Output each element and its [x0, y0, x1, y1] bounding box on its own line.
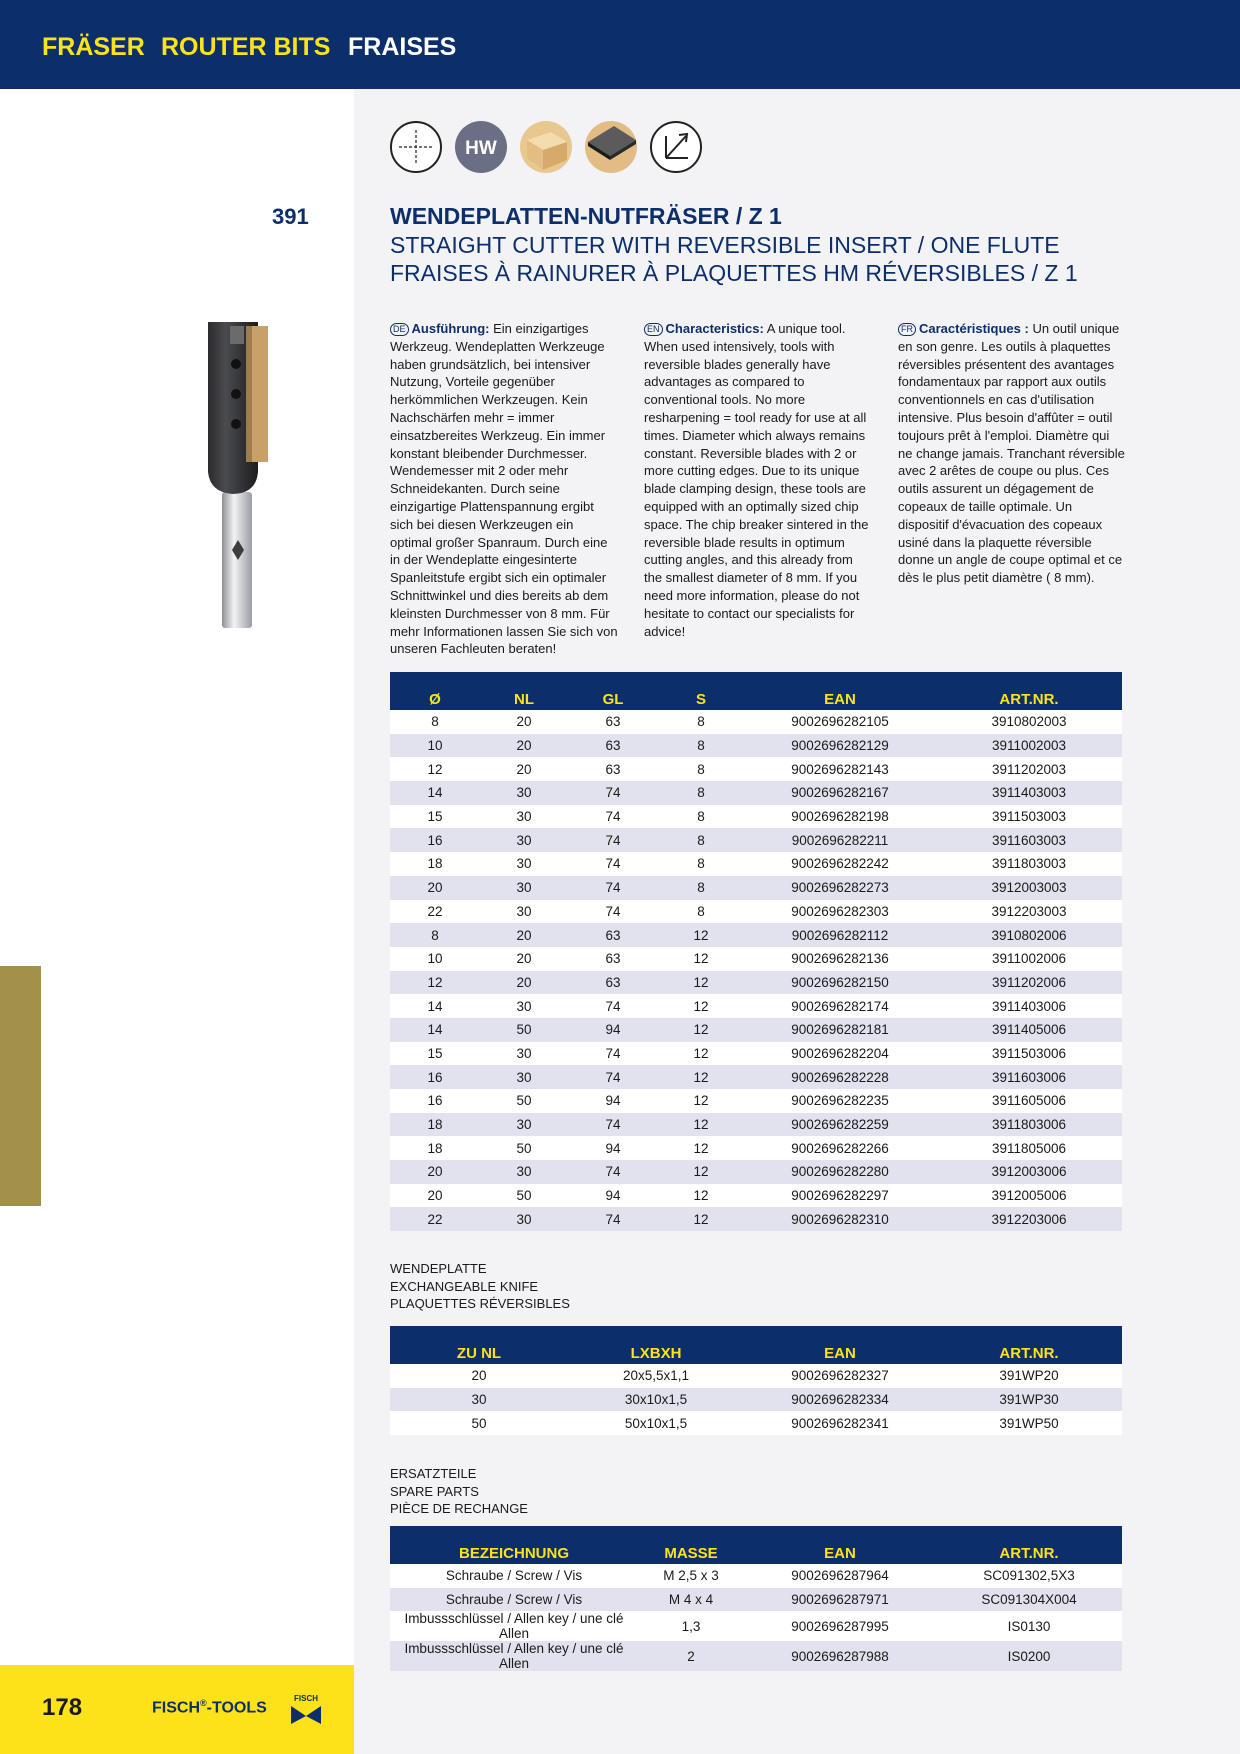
table-cell: 12	[658, 947, 744, 971]
column-header: EAN	[744, 1326, 936, 1364]
table-cell: Schraube / Screw / Vis	[390, 1564, 638, 1588]
table-cell: 22	[390, 1207, 480, 1231]
table-cell: 9002696282303	[744, 900, 936, 924]
spare-parts-label	[390, 1465, 528, 1518]
table-cell: 3911605006	[936, 1089, 1122, 1113]
table-cell: 63	[568, 734, 658, 758]
table-header-row	[390, 672, 1122, 710]
table-cell: 9002696282167	[744, 781, 936, 805]
table-cell: 74	[568, 900, 658, 924]
description-de-heading: Ausführung:	[411, 321, 490, 336]
spare-parts-label-en: SPARE PARTS	[390, 1483, 479, 1499]
table-cell: 3911805006	[936, 1136, 1122, 1160]
table-row	[390, 757, 1122, 781]
table-cell: 3911603003	[936, 828, 1122, 852]
table-cell: 12	[658, 1184, 744, 1208]
table-row	[390, 947, 1122, 971]
table-cell: 20	[480, 923, 568, 947]
product-title-fr: FRAISES À RAINURER À PLAQUETTES HM RÉVERSIBLES / Z 1	[390, 260, 1078, 286]
table-cell: 30	[480, 828, 568, 852]
table-row	[390, 805, 1122, 829]
table-row	[390, 1042, 1122, 1066]
table-row	[390, 828, 1122, 852]
column-header: ART.NR.	[936, 1526, 1122, 1564]
table-cell: 94	[568, 1136, 658, 1160]
table-cell: 16	[390, 1065, 480, 1089]
table-cell: Schraube / Screw / Vis	[390, 1588, 638, 1612]
table-cell: 50	[480, 1089, 568, 1113]
table-cell: IS0130	[936, 1611, 1122, 1641]
description-fr-text: Un outil unique en son genre. Les outils à plaquettes réversibles présentent des avantages fondamentaux par rapport aux outils conventionnels en cas d'utilisation intensive. Plus besoin d'affûter = outil toujours prêt à l'emploi. Diamètre qui ne change jamais. Tranchant réversible avec 2 arêtes de coupe ou plus. Ces outils assurent un dégagement de copeaux de taille optimale. Un dispositif d'évacuation des copeaux usiné dans la plaquette réversible donne un angle de coupe optimal et ce dès le plus petit diamètre ( 8 mm).	[898, 321, 1125, 586]
table-cell: 30	[480, 900, 568, 924]
table-cell: 30	[480, 1160, 568, 1184]
table-cell: 74	[568, 1065, 658, 1089]
lang-badge-de: DE	[390, 323, 409, 336]
table-cell: 74	[568, 828, 658, 852]
table-cell: 3912005006	[936, 1184, 1122, 1208]
table-cell: 12	[658, 1065, 744, 1089]
table-cell: 9002696282150	[744, 971, 936, 995]
table-row	[390, 1136, 1122, 1160]
table-cell: IS0200	[936, 1641, 1122, 1671]
column-header: MASSE	[638, 1526, 744, 1564]
footer-brand	[152, 1698, 267, 1717]
table-cell: 12	[658, 923, 744, 947]
table-cell: 9002696282341	[744, 1411, 936, 1435]
table-cell: 30	[480, 1065, 568, 1089]
table-cell: 9002696282228	[744, 1065, 936, 1089]
table-cell: SC091304X004	[936, 1588, 1122, 1612]
table-cell: 3911503003	[936, 805, 1122, 829]
table-cell: 74	[568, 1113, 658, 1137]
table-row	[390, 1611, 1122, 1641]
diameter-crosshair-icon	[389, 120, 443, 174]
table-cell: 30	[480, 1042, 568, 1066]
coated-board-icon	[584, 120, 638, 174]
table-cell: 30	[480, 852, 568, 876]
spare-parts-table	[390, 1526, 1122, 1671]
table-cell: 20	[390, 876, 480, 900]
page-number: 178	[42, 1694, 83, 1721]
table-cell: 12	[390, 757, 480, 781]
table-cell: 8	[658, 852, 744, 876]
table-cell: 3911803003	[936, 852, 1122, 876]
table-cell: 14	[390, 994, 480, 1018]
inserts-label	[390, 1260, 570, 1313]
chapter-side-tab	[0, 966, 41, 1206]
table-row	[390, 1018, 1122, 1042]
header-title-en: ROUTER BITS	[161, 33, 331, 61]
table-cell: 9002696282334	[744, 1388, 936, 1412]
table-cell: 9002696282198	[744, 805, 936, 829]
table-cell: 63	[568, 971, 658, 995]
fisch-logo-icon	[287, 1692, 325, 1726]
table-cell: 16	[390, 828, 480, 852]
inserts-label-fr: PLAQUETTES RÉVERSIBLES	[390, 1296, 570, 1311]
table-row	[390, 734, 1122, 758]
table-row	[390, 781, 1122, 805]
table-cell: 50x10x1,5	[568, 1411, 744, 1435]
table-cell: 8	[658, 710, 744, 734]
lang-badge-en: EN	[644, 323, 663, 336]
article-number: 391	[272, 204, 309, 229]
column-header: BEZEICHNUNG	[390, 1526, 638, 1564]
table-cell: 50	[480, 1136, 568, 1160]
left-column	[0, 89, 354, 1665]
table-cell: 18	[390, 1113, 480, 1137]
table-cell: 3911202003	[936, 757, 1122, 781]
table-cell: Imbussschlüssel / Allen key / une clé Allen	[390, 1611, 638, 1641]
table-cell: 30	[480, 1207, 568, 1231]
table-row	[390, 900, 1122, 924]
diagonal-arrows-icon	[649, 120, 703, 174]
table-cell: 8	[658, 757, 744, 781]
table-cell: 3911603006	[936, 1065, 1122, 1089]
table-cell: 12	[658, 994, 744, 1018]
table-cell: 3912003006	[936, 1160, 1122, 1184]
table-row	[390, 1411, 1122, 1435]
table-cell: M 4 x 4	[638, 1588, 744, 1612]
table-cell: 94	[568, 1018, 658, 1042]
table-cell: 3911503006	[936, 1042, 1122, 1066]
table-cell: 9002696282273	[744, 876, 936, 900]
table-cell: 20	[390, 1364, 568, 1388]
table-cell: 391WP20	[936, 1364, 1122, 1388]
table-row	[390, 923, 1122, 947]
table-cell: 63	[568, 923, 658, 947]
table-cell: 74	[568, 1042, 658, 1066]
column-header: S	[658, 672, 744, 710]
table-cell: 20	[390, 1184, 480, 1208]
table-cell: 9002696282310	[744, 1207, 936, 1231]
header-title-fr: FRAISES	[348, 33, 457, 61]
table-cell: 8	[658, 805, 744, 829]
footer-brand-name: FISCH	[152, 1699, 200, 1717]
footer-brand-suffix: -TOOLS	[206, 1699, 267, 1717]
table-cell: 20	[480, 734, 568, 758]
table-cell: 50	[480, 1018, 568, 1042]
table-cell: 30	[480, 805, 568, 829]
table-cell: 15	[390, 1042, 480, 1066]
table-cell: 30	[480, 781, 568, 805]
table-cell: Imbussschlüssel / Allen key / une clé Allen	[390, 1641, 638, 1671]
table-cell: 3911405006	[936, 1018, 1122, 1042]
table-cell: 12	[658, 1089, 744, 1113]
table-row	[390, 1065, 1122, 1089]
spare-parts-label-fr: PIÈCE DE RECHANGE	[390, 1501, 528, 1516]
router-bit-image	[196, 322, 286, 634]
table-cell: 9002696282297	[744, 1184, 936, 1208]
table-row	[390, 971, 1122, 995]
table-cell: 3912003003	[936, 876, 1122, 900]
table-cell: 20	[480, 757, 568, 781]
column-header: ART.NR.	[936, 1326, 1122, 1364]
header-title-de: FRÄSER	[42, 33, 145, 61]
table-cell: 9002696282242	[744, 852, 936, 876]
table-row	[390, 710, 1122, 734]
column-header: Ø	[390, 672, 480, 710]
table-cell: 8	[658, 900, 744, 924]
inserts-table	[390, 1326, 1122, 1435]
table-cell: 30x10x1,5	[568, 1388, 744, 1412]
table-cell: 50	[390, 1411, 568, 1435]
table-row	[390, 1641, 1122, 1671]
table-cell: 18	[390, 852, 480, 876]
table-cell: 9002696282181	[744, 1018, 936, 1042]
table-cell: 18	[390, 1136, 480, 1160]
description-en	[644, 320, 872, 640]
table-cell: 22	[390, 900, 480, 924]
table-cell: 74	[568, 1160, 658, 1184]
table-cell: 74	[568, 781, 658, 805]
table-header-row	[390, 1526, 1122, 1564]
table-row	[390, 1564, 1122, 1588]
table-cell: 9002696287971	[744, 1588, 936, 1612]
table-cell: 3911002003	[936, 734, 1122, 758]
table-cell: 30	[480, 876, 568, 900]
table-cell: 9002696282211	[744, 828, 936, 852]
table-cell: 3911202006	[936, 971, 1122, 995]
main-product-table	[390, 672, 1122, 1231]
table-cell: 3912203006	[936, 1207, 1122, 1231]
column-header: GL	[568, 672, 658, 710]
table-cell: 3912203003	[936, 900, 1122, 924]
table-cell: 8	[658, 876, 744, 900]
description-en-text: A unique tool. When used intensively, tools with reversible blades generally have advantages as compared to conventional tools. No more resharpening = tool ready for use at all times. Diameter which always remains constant. Reversible blades with 2 or more cutting edges. Due to its unique blade clamping design, these tools are equipped with an optimally sized chip space. The chip breaker sintered in the reversible blade results in optimum cutting angles, and this already from the smallest diameter of 8 mm. If you need more information, please do not hesitate to contact our specialists for advice!	[644, 321, 869, 639]
table-cell: 3911403003	[936, 781, 1122, 805]
table-cell: 12	[658, 1136, 744, 1160]
table-row	[390, 1364, 1122, 1388]
table-cell: 8	[658, 734, 744, 758]
table-cell: 3910802003	[936, 710, 1122, 734]
column-header: EAN	[744, 672, 936, 710]
table-cell: 9002696282105	[744, 710, 936, 734]
table-cell: 9002696282112	[744, 923, 936, 947]
table-cell: 74	[568, 852, 658, 876]
column-header: NL	[480, 672, 568, 710]
table-cell: 2	[638, 1641, 744, 1671]
table-cell: 8	[658, 781, 744, 805]
product-title-en: STRAIGHT CUTTER WITH REVERSIBLE INSERT / ONE FLUTE	[390, 232, 1060, 258]
table-cell: 9002696282327	[744, 1364, 936, 1388]
table-row	[390, 876, 1122, 900]
table-cell: 8	[390, 923, 480, 947]
table-cell: 1,3	[638, 1611, 744, 1641]
table-row	[390, 1588, 1122, 1612]
footer-brand-reg: ®	[200, 1698, 207, 1708]
table-cell: 14	[390, 781, 480, 805]
table-cell: 12	[658, 1042, 744, 1066]
table-cell: 12	[658, 1207, 744, 1231]
table-cell: 10	[390, 734, 480, 758]
table-cell: 50	[480, 1184, 568, 1208]
spare-parts-label-de: ERSATZTEILE	[390, 1466, 477, 1481]
table-row	[390, 1207, 1122, 1231]
table-cell: 94	[568, 1089, 658, 1113]
hw-label: HW	[465, 138, 497, 159]
table-header-row	[390, 1326, 1122, 1364]
table-cell: 74	[568, 1207, 658, 1231]
table-cell: 12	[658, 971, 744, 995]
table-cell: 74	[568, 994, 658, 1018]
table-cell: 63	[568, 710, 658, 734]
table-cell: 10	[390, 947, 480, 971]
table-row	[390, 1089, 1122, 1113]
inserts-label-en: EXCHANGEABLE KNIFE	[390, 1278, 539, 1294]
table-cell: 9002696287964	[744, 1564, 936, 1588]
table-cell: 12	[390, 971, 480, 995]
table-cell: 74	[568, 805, 658, 829]
hard-metal-hw-icon	[454, 120, 508, 174]
table-cell: 9002696282136	[744, 947, 936, 971]
table-row	[390, 994, 1122, 1018]
table-cell: 8	[390, 710, 480, 734]
table-cell: 20	[390, 1160, 480, 1184]
column-header: ZU NL	[390, 1326, 568, 1364]
table-cell: 14	[390, 1018, 480, 1042]
table-cell: 20x5,5x1,1	[568, 1364, 744, 1388]
table-cell: 9002696282174	[744, 994, 936, 1018]
page-header	[0, 0, 1240, 89]
table-cell: 8	[658, 828, 744, 852]
description-en-heading: Characteristics:	[665, 321, 764, 336]
lang-badge-fr: FR	[898, 323, 916, 336]
table-cell: 9002696282235	[744, 1089, 936, 1113]
table-cell: 30	[480, 994, 568, 1018]
table-cell: SC091302,5X3	[936, 1564, 1122, 1588]
description-fr	[898, 320, 1126, 587]
table-cell: 9002696287995	[744, 1611, 936, 1641]
table-row	[390, 1113, 1122, 1137]
table-cell: 30	[480, 1113, 568, 1137]
table-cell: M 2,5 x 3	[638, 1564, 744, 1588]
table-cell: 12	[658, 1018, 744, 1042]
table-cell: 3911002006	[936, 947, 1122, 971]
solid-wood-icon	[519, 120, 573, 174]
table-cell: 391WP50	[936, 1411, 1122, 1435]
fisch-logo-text: FISCH	[294, 1694, 318, 1703]
table-cell: 391WP30	[936, 1388, 1122, 1412]
table-cell: 9002696282143	[744, 757, 936, 781]
table-row	[390, 852, 1122, 876]
table-cell: 20	[480, 947, 568, 971]
table-cell: 20	[480, 710, 568, 734]
table-cell: 15	[390, 805, 480, 829]
table-cell: 20	[480, 971, 568, 995]
table-cell: 9002696282204	[744, 1042, 936, 1066]
table-cell: 9002696287988	[744, 1641, 936, 1671]
table-cell: 63	[568, 947, 658, 971]
table-cell: 3910802006	[936, 923, 1122, 947]
table-cell: 12	[658, 1160, 744, 1184]
table-cell: 16	[390, 1089, 480, 1113]
table-row	[390, 1388, 1122, 1412]
description-de-text: Ein einzigartiges Werkzeug. Wendeplatten Werkzeuge haben grundsätzlich, bei intensiver Nutzung, Vorteile gegenüber herkömmlichen Werkzeugen. Kein Nachschärfen mehr = immer einsatzbereites Werkzeug. Ein immer konstant bleibender Durchmesser. Wendemesser mit 2 oder mehr Schneidekanten. Durch seine einzigartige Plattenspannung ergibt sich bei diesen Werkzeugen ein optimal großer Spanraum. Durch eine in der Wendeplatte eingesinterte Spanleitstufe ergibt sich ein optimaler Schnittwinkel und dies bereits ab dem kleinsten Durchmesser von 8 mm. Für mehr Informationen lassen Sie sich von unseren Fachleuten beraten!	[390, 321, 618, 657]
table-cell: 74	[568, 876, 658, 900]
column-header: EAN	[744, 1526, 936, 1564]
column-header: LXBXH	[568, 1326, 744, 1364]
table-cell: 9002696282259	[744, 1113, 936, 1137]
inserts-label-de: WENDEPLATTE	[390, 1261, 487, 1276]
table-cell: 30	[390, 1388, 568, 1412]
column-header: ART.NR.	[936, 672, 1122, 710]
table-row	[390, 1184, 1122, 1208]
description-fr-heading: Caractéristiques :	[919, 321, 1029, 336]
table-cell: 9002696282129	[744, 734, 936, 758]
product-title-de: WENDEPLATTEN-NUTFRÄSER / Z 1	[390, 203, 782, 229]
table-cell: 3911403006	[936, 994, 1122, 1018]
description-de	[390, 320, 618, 658]
table-cell: 3911803006	[936, 1113, 1122, 1137]
table-cell: 12	[658, 1113, 744, 1137]
table-cell: 94	[568, 1184, 658, 1208]
table-cell: 9002696282280	[744, 1160, 936, 1184]
table-cell: 63	[568, 757, 658, 781]
table-cell: 9002696282266	[744, 1136, 936, 1160]
table-row	[390, 1160, 1122, 1184]
